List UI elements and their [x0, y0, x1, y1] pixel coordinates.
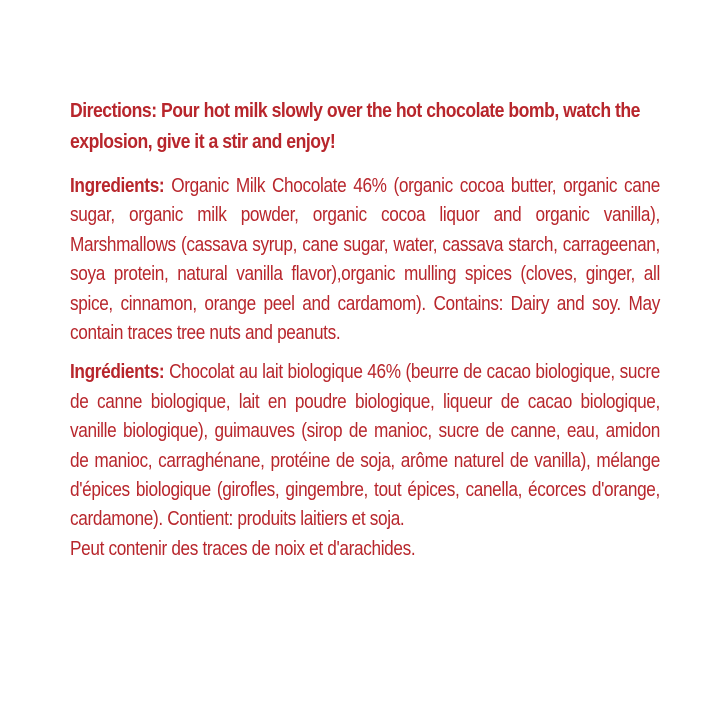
ingredients-heading-fr: Ingrédients: [70, 361, 165, 384]
directions-text: Directions: Pour hot milk slowly over the hot chocolate bomb, watch the explosion, give it a stir and enjoy! [70, 100, 640, 153]
ingredients-heading: Ingredients: [70, 175, 165, 197]
ingredients-english [70, 172, 660, 348]
allergen-note-fr: Peut contenir des traces de noix et d'arachides. [70, 537, 416, 560]
ingredients-french [70, 358, 660, 564]
ingredients-list-fr: Chocolat au lait biologique 46% (beurre de cacao biologique, sucre de canne biologique, lait en poudre biologique, liqueur de cacao biologique, vanille biologique), guimauves (sirop de manioc, sucre de canne, eau, amidon de manioc, carraghénane, protéine de soja, arôme naturel de vanilla), mélange d'épices biologique (girofles, gingembre, tout épices, canella, écorces d'orange, cardamone). Contient: produits laitiers et soja. [70, 361, 660, 531]
ingredients-list: Organic Milk Chocolate 46% (organic cocoa butter, organic cane sugar, organic milk powder, organic cocoa liquor and organic vanilla), Marshmallows (cassava syrup, cane sugar, water, cassava starch, carrageenan, soya protein, natural vanilla flavor),organic mulling spices (cloves, ginger, all spice, cinnamon, orange peel and cardamom). Contains: Dairy and soy. May contain traces tree nuts and peanuts. [70, 175, 660, 345]
product-label-text [70, 96, 660, 574]
